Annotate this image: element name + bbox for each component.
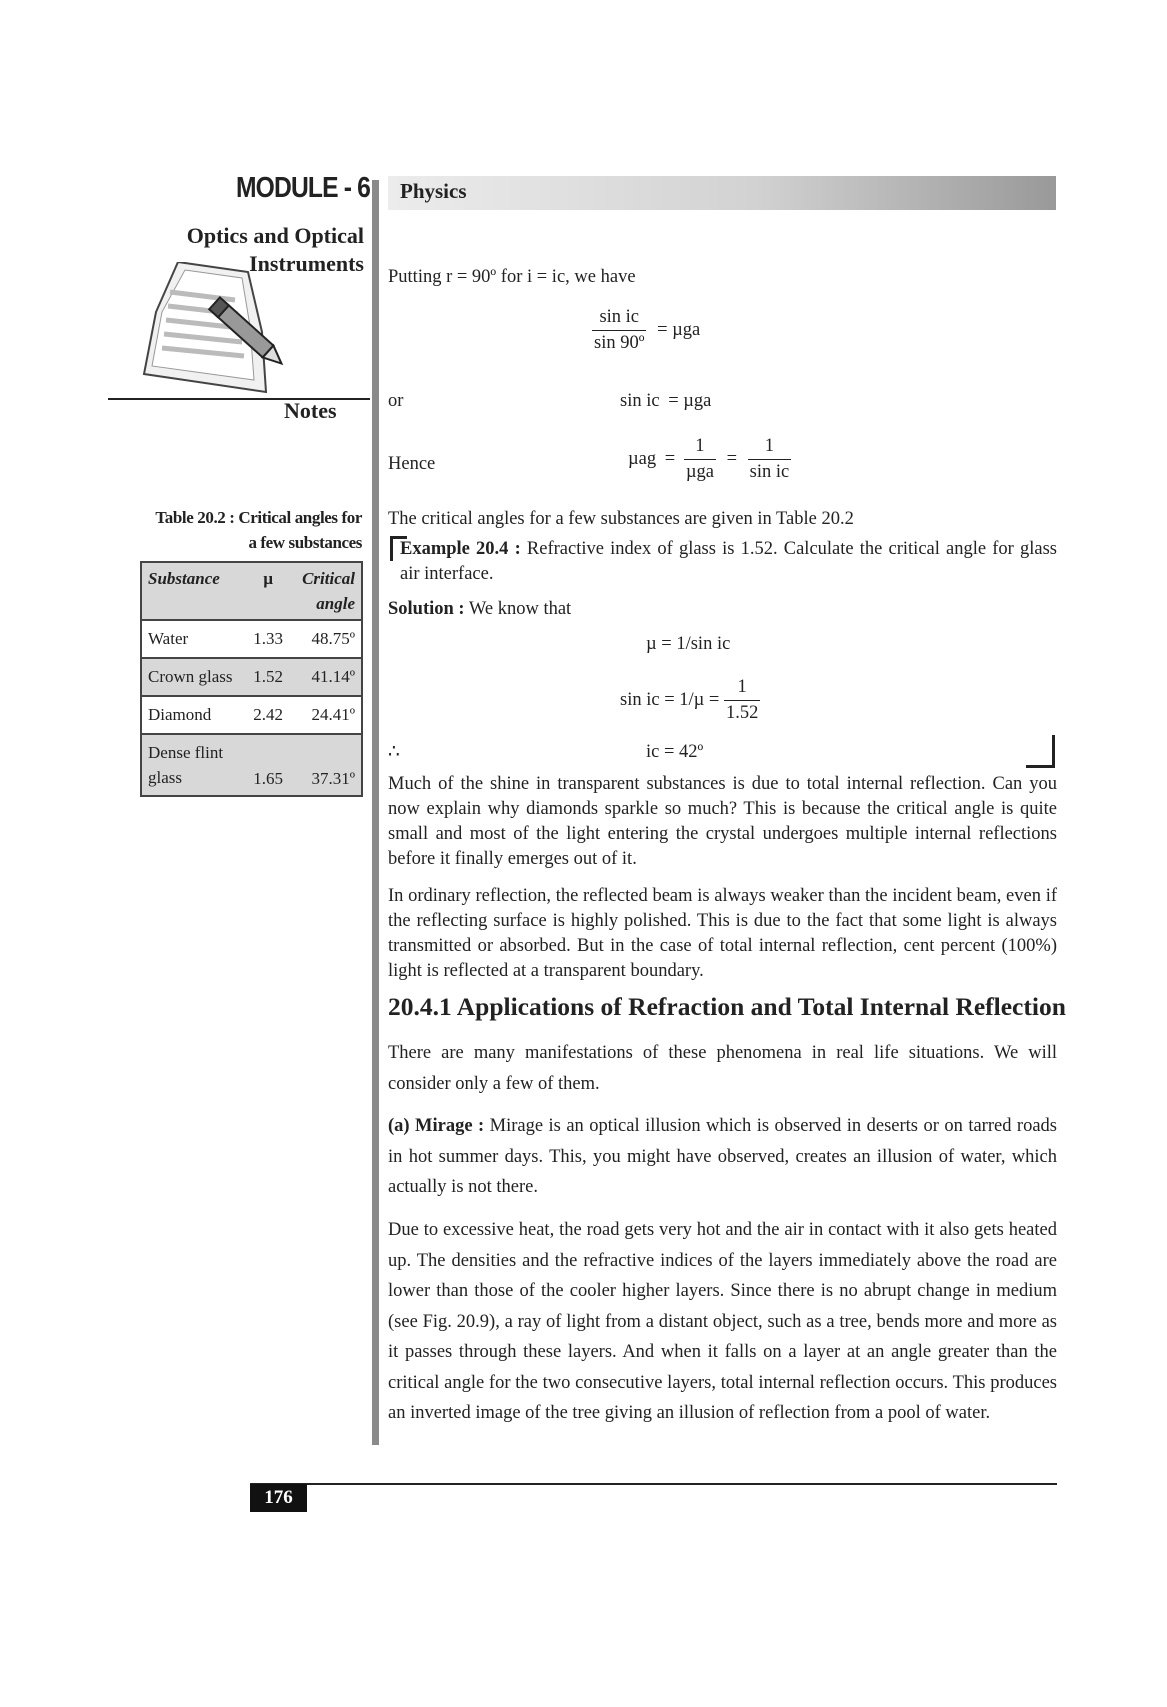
column-divider xyxy=(372,180,379,1445)
subject-header: Physics xyxy=(400,179,467,203)
table-cell-angle: 41.14º xyxy=(311,667,355,686)
solution-equation-2-lhs: sin ic = 1/µ = xyxy=(620,689,720,710)
page-number: 176 xyxy=(250,1484,307,1512)
equation-3-fraction-1-denominator: µga xyxy=(685,462,714,482)
or-label: or xyxy=(388,391,404,411)
mirage-label: (a) Mirage : xyxy=(388,1116,485,1136)
equation-2-lhs: sin ic xyxy=(620,391,660,411)
table-cell-angle: 24.41º xyxy=(311,705,355,724)
subject-header-band xyxy=(388,176,1056,210)
table-cell-mu: 1.52 xyxy=(253,667,283,686)
table-cell-mu: 1.33 xyxy=(253,629,283,648)
equation-3-fraction-2 xyxy=(748,434,792,485)
paragraph-manifestations: There are many manifestations of these phenomena in real life situations. We will consider only a few of them. xyxy=(388,1043,1057,1094)
table-caption xyxy=(140,505,362,555)
solution-equation-2 xyxy=(620,675,760,726)
subtitle-line-1: Optics and Optical xyxy=(186,223,364,248)
table-cell-substance: Diamond xyxy=(148,705,212,724)
critical-angles-table xyxy=(140,561,363,797)
paragraph-excessive-heat: Due to excessive heat, the road gets very hot and the air in contact with it also gets heated up. The densities and the refractive indices of the layers immediately above the road are lower than those of the cooler higher layers. Since there is no abrupt change in medium (see Fig. 20.9), a ray of light from a distant object, such as a tree, bends more and more as it passes through these layers. And when it falls on a layer at an angle greater than the critical angle for the two consecutive layers, total internal reflection occurs. This produces an inverted image of the tree giving an illusion of reflection from a pool of water. xyxy=(388,1220,1057,1423)
table-cell-mu: 1.65 xyxy=(253,769,283,788)
table-row xyxy=(141,734,362,796)
equation-2-rhs: = µga xyxy=(668,391,712,411)
solution-equation-2-denominator: 1.52 xyxy=(725,703,759,723)
table-cell-angle: 48.75º xyxy=(311,629,355,648)
equation-3-fraction-2-numerator: 1 xyxy=(748,434,792,460)
table-cell-substance: Crown glass xyxy=(148,667,233,686)
module-title: MODULE - 6 xyxy=(236,172,370,204)
critical-angles-intro: The critical angles for a few substances are given in Table 20.2 xyxy=(388,509,854,529)
example-label: Example 20.4 : xyxy=(400,539,521,559)
table-cell-substance: Dense flint glass xyxy=(148,743,224,787)
table-cell-substance: Water xyxy=(148,629,189,648)
table-row xyxy=(141,620,362,658)
table-row xyxy=(141,658,362,696)
solution-equation-3: ic = 42º xyxy=(646,742,704,762)
solution-equation-2-numerator: 1 xyxy=(724,675,760,701)
putting-line: Putting r = 90º for i = ic, we have xyxy=(388,267,636,287)
equation-1-rhs: = µga xyxy=(657,319,701,340)
table-cell-angle: 37.31º xyxy=(311,769,355,788)
equation-3-fraction-1-numerator: 1 xyxy=(684,434,716,460)
solution-line xyxy=(388,597,571,622)
equation-1-numerator: sin ic xyxy=(592,305,646,331)
paragraph-shine: Much of the shine in transparent substances is due to total internal reflection. Can you now explain why diamonds sparkle so much? This is because the critical angle is quite small and most of the light entering the crystal undergoes multiple internal reflections before it finally emerges out of it. xyxy=(388,774,1057,869)
example-20-4 xyxy=(400,537,1057,587)
equation-2 xyxy=(620,389,711,414)
mirage-text: Mirage is an optical illusion which is observed in deserts or on tarred roads in hot summer days. This, you might have observed, creates an illusion of water, which actually is not there. xyxy=(388,1116,1057,1197)
equation-3-fraction-2-denominator: sin ic xyxy=(749,462,790,482)
table-header-mu: µ xyxy=(247,562,289,620)
paragraph-ordinary-reflection: In ordinary reflection, the reflected beam is always weaker than the incident beam, even if the reflecting surface is highly polished. This is due to the fact that some light is always transmitted or absorbed. But in the case of total internal reflection, cent percent (100%) light is reflected at a transparent boundary. xyxy=(388,886,1057,981)
notes-label: Notes xyxy=(284,398,337,423)
table-header-substance: Substance xyxy=(141,562,247,620)
example-bracket-close xyxy=(1026,735,1055,768)
table-caption-line-2: a few substances xyxy=(248,533,362,552)
subtitle-line-2: Instruments xyxy=(249,251,364,276)
equation-3-fraction-1 xyxy=(684,434,716,485)
solution-text: We know that xyxy=(468,599,572,619)
table-header-row xyxy=(141,562,362,620)
equation-1 xyxy=(592,305,700,356)
solution-equation-1: µ = 1/sin ic xyxy=(646,634,731,654)
equation-3: µag = $\frac{1}{\text{µga}}$ = $\frac{1}{\text{sin ic}}$ xyxy=(628,434,791,485)
table-cell-mu: 2.42 xyxy=(253,705,283,724)
equation-3-lhs: µag xyxy=(628,448,657,469)
table-header-critical-angle: Critical angle xyxy=(289,562,362,620)
solution-label: Solution : xyxy=(388,599,465,619)
footer-rule xyxy=(250,1483,1057,1485)
table-row xyxy=(141,696,362,734)
therefore-symbol: ∴ xyxy=(388,742,400,762)
equation-1-fraction xyxy=(592,305,646,356)
hence-label: Hence xyxy=(388,454,436,474)
section-heading: 20.4.1 Applications of Refraction and Total Internal Reflection xyxy=(388,992,1066,1021)
solution-equation-2-fraction xyxy=(724,675,760,726)
notes-pencil-icon xyxy=(130,262,290,417)
example-text: Refractive index of glass is 1.52. Calculate the critical angle for glass air interface. xyxy=(400,539,1057,584)
equation-1-denominator: sin 90º xyxy=(594,333,645,353)
paragraph-mirage xyxy=(388,1111,1057,1203)
table-caption-line-1: Table 20.2 : Critical angles for xyxy=(155,508,362,527)
